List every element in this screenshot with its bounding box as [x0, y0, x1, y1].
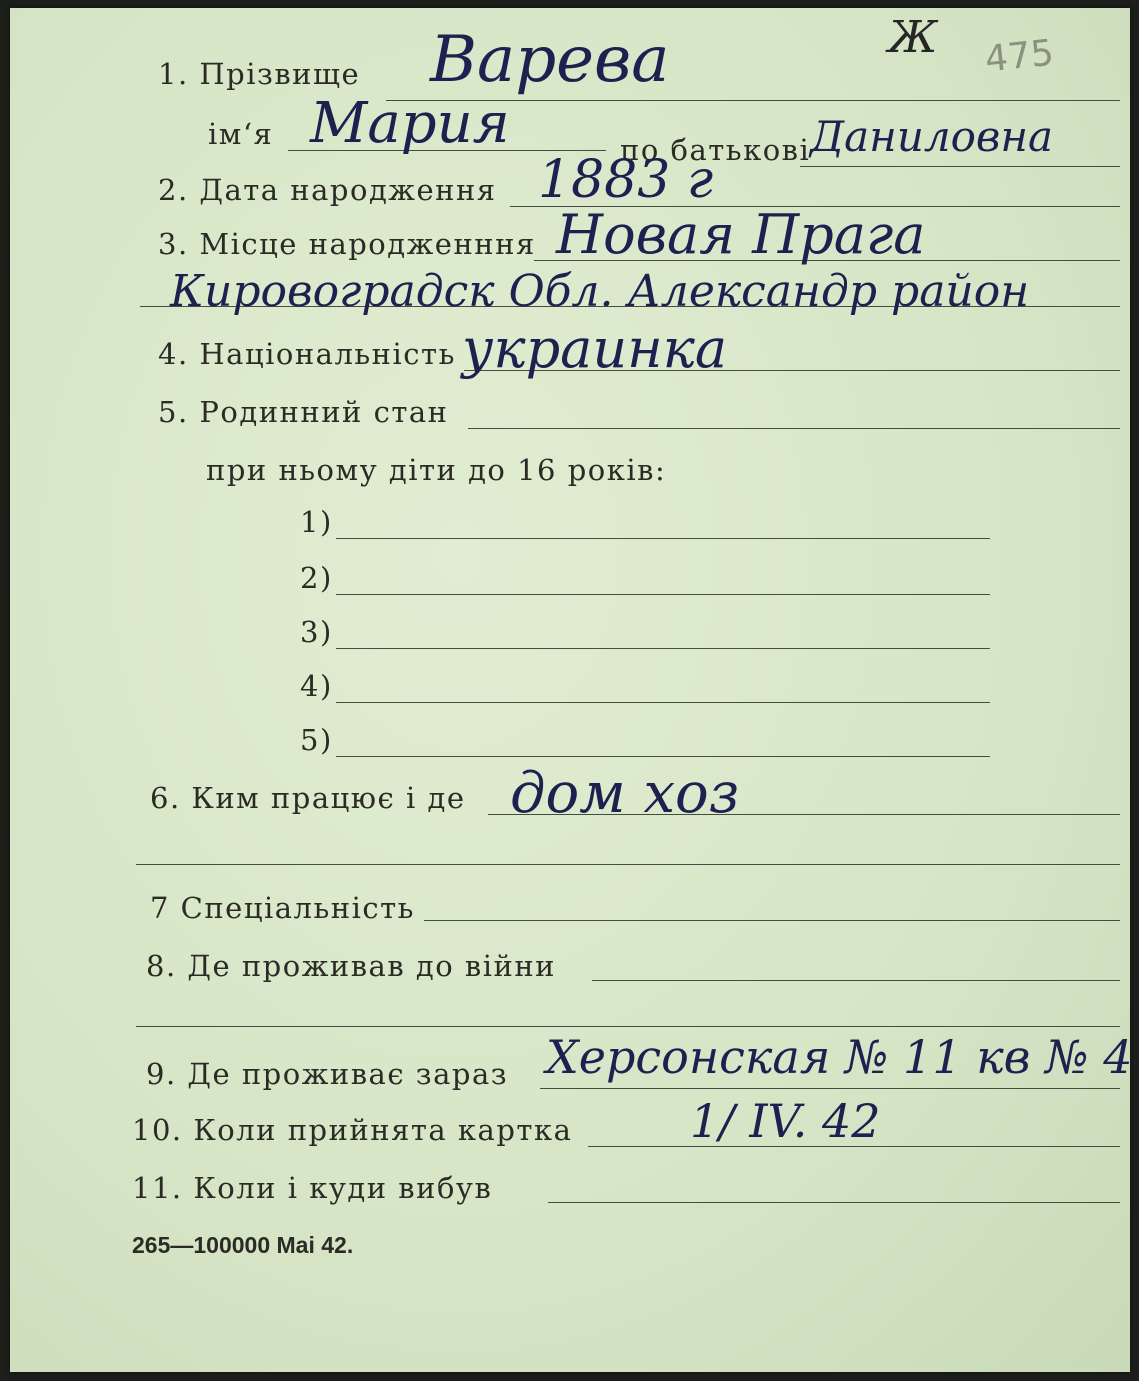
marital-status-line — [468, 428, 1120, 429]
nationality-value: украинка — [462, 317, 728, 380]
child-1-line — [336, 538, 990, 539]
prewar-residence-line-2 — [136, 1026, 1120, 1027]
patronymic-label: по батькові — [620, 133, 811, 167]
departed-label: 11. Коли і куди вибув — [132, 1171, 493, 1205]
first-name-value: Мария — [310, 91, 510, 156]
registration-card — [10, 8, 1133, 1372]
current-residence-label: 9. Де проживає зараз — [146, 1057, 509, 1091]
marital-status-label: 5. Родинний стан — [158, 395, 449, 429]
current-residence-value: Херсонская № 11 кв № 4 — [546, 1030, 1133, 1084]
card-accepted-value: 1/ IV. 42 — [690, 1094, 881, 1148]
surname-value: Варева — [430, 23, 670, 97]
child-1-number: 1) — [300, 505, 333, 539]
prewar-residence-line — [592, 980, 1120, 981]
nationality-label: 4. Національність — [158, 337, 456, 371]
birth-place-value-2: Кировоградск Обл. Александр район — [170, 266, 1030, 317]
child-4-number: 4) — [300, 669, 333, 703]
birth-date-label: 2. Дата народження — [158, 173, 497, 207]
child-5-number: 5) — [300, 723, 333, 757]
patronymic-line — [800, 166, 1120, 167]
letter-mark: Ж — [888, 12, 938, 63]
birth-place-value: Новая Прага — [556, 203, 926, 266]
child-3-number: 3) — [300, 615, 333, 649]
child-2-number: 2) — [300, 561, 333, 595]
card-accepted-label: 10. Коли прийнята картка — [132, 1113, 573, 1147]
prewar-residence-label: 8. Де проживав до війни — [146, 949, 556, 983]
archive-number: 475 — [983, 32, 1056, 81]
current-residence-line — [540, 1088, 1120, 1089]
child-5-line — [336, 756, 990, 757]
first-name-label: ім‘я — [208, 117, 274, 151]
child-2-line — [336, 594, 990, 595]
birth-date-value: 1883 г — [538, 150, 714, 210]
specialty-label: 7 Спеціальність — [150, 891, 415, 925]
departed-line — [548, 1202, 1120, 1203]
patronymic-value: Даниловна — [810, 112, 1054, 161]
print-code: 265—100000 Mai 42. — [132, 1232, 354, 1258]
surname-label: 1. Прізвище — [158, 57, 361, 91]
children-label: при ньому діти до 16 років: — [206, 453, 667, 487]
occupation-value: дом хоз — [510, 761, 740, 826]
birth-place-label: 3. Місце народженння — [158, 227, 536, 261]
child-4-line — [336, 702, 990, 703]
occupation-line-2 — [136, 864, 1120, 865]
occupation-label: 6. Ким працює і де — [150, 781, 466, 815]
specialty-line — [424, 920, 1120, 921]
child-3-line — [336, 648, 990, 649]
